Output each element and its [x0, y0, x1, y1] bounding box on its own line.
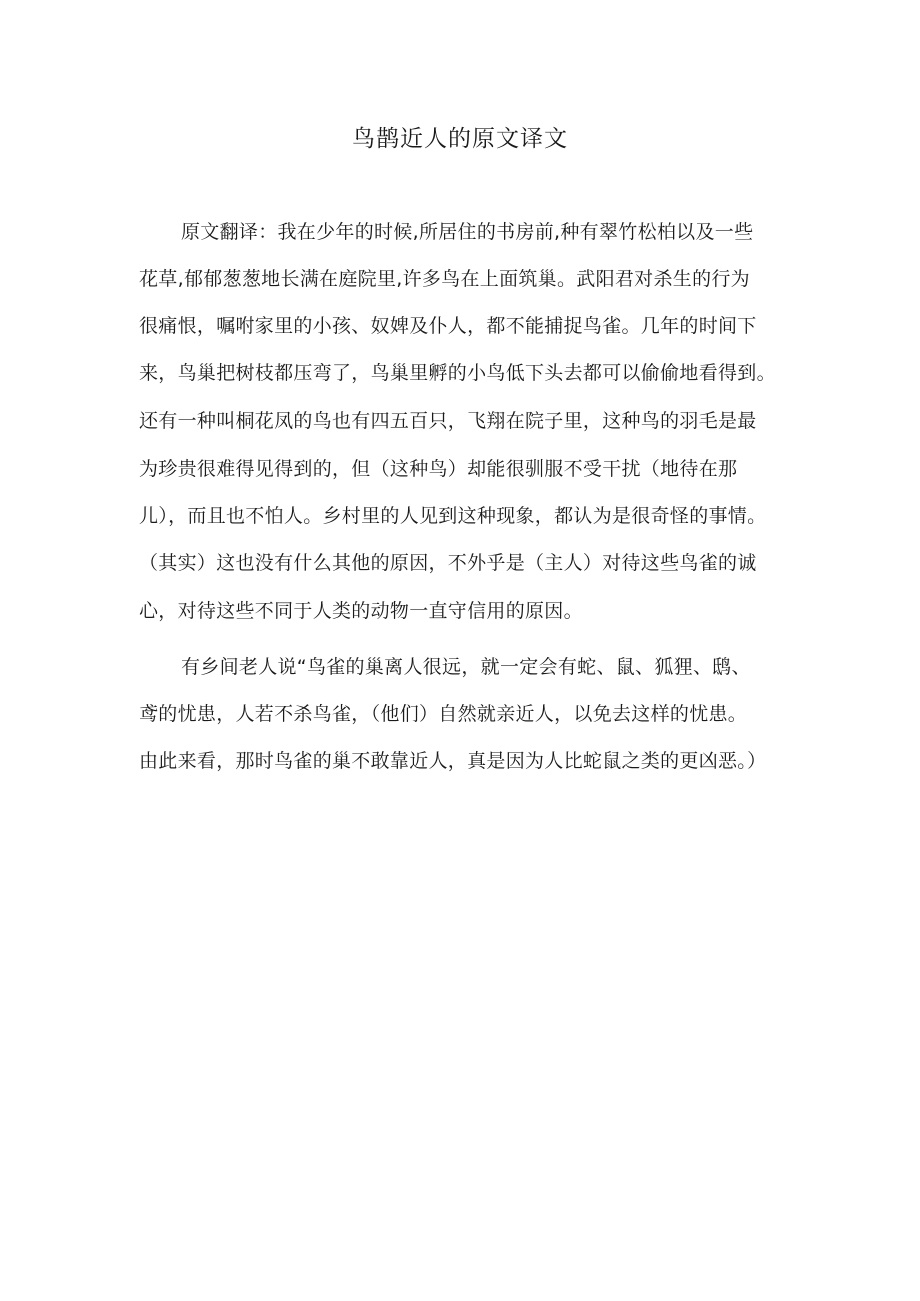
text-line: 心，对待这些不同于人类的动物一直守信用的原因。: [139, 600, 583, 622]
text-line: 花草,郁郁葱葱地长满在庭院里,许多鸟在上面筑巢。武阳君对杀生的行为: [139, 268, 750, 290]
text-line: 来，鸟巢把树枝都压弯了，鸟巢里孵的小鸟低下头去都可以偷偷地看得到。: [139, 362, 776, 384]
text-line: 鸢的忧患，人若不杀鸟雀，（他们）自然就亲近人，以免去这样的忧患。: [139, 703, 748, 725]
text-line: 还有一种叫桐花凤的鸟也有四五百只，飞翔在院子里，这种鸟的羽毛是最: [139, 410, 757, 432]
page-title: 鸟鹊近人的原文译文: [352, 126, 568, 152]
text-line: 很痛恨，嘱咐家里的小孩、奴婢及仆人，都不能捕捉鸟雀。几年的时间下: [139, 315, 757, 337]
text-line: 原文翻译：我在少年的时候,所居住的书房前,种有翠竹松柏以及一些: [181, 221, 754, 243]
text-line: （其实）这也没有什么其他的原因，不外乎是（主人）对待这些鸟雀的诚: [139, 552, 757, 574]
text-line: 儿），而且也不怕人。乡村里的人见到这种现象，都认为是很奇怪的事情。: [139, 505, 767, 527]
text-line: 为珍贵很难得见得到的，但（这种鸟）却能很驯服不受干扰（地待在那: [139, 458, 738, 480]
text-line: 有乡间老人说“鸟雀的巢离人很远，就一定会有蛇、鼠、狐狸、鸱、: [181, 656, 751, 678]
text-line: 由此来看，那时鸟雀的巢不敢靠近人，真是因为人比蛇鼠之类的更凶恶。）: [139, 750, 767, 772]
